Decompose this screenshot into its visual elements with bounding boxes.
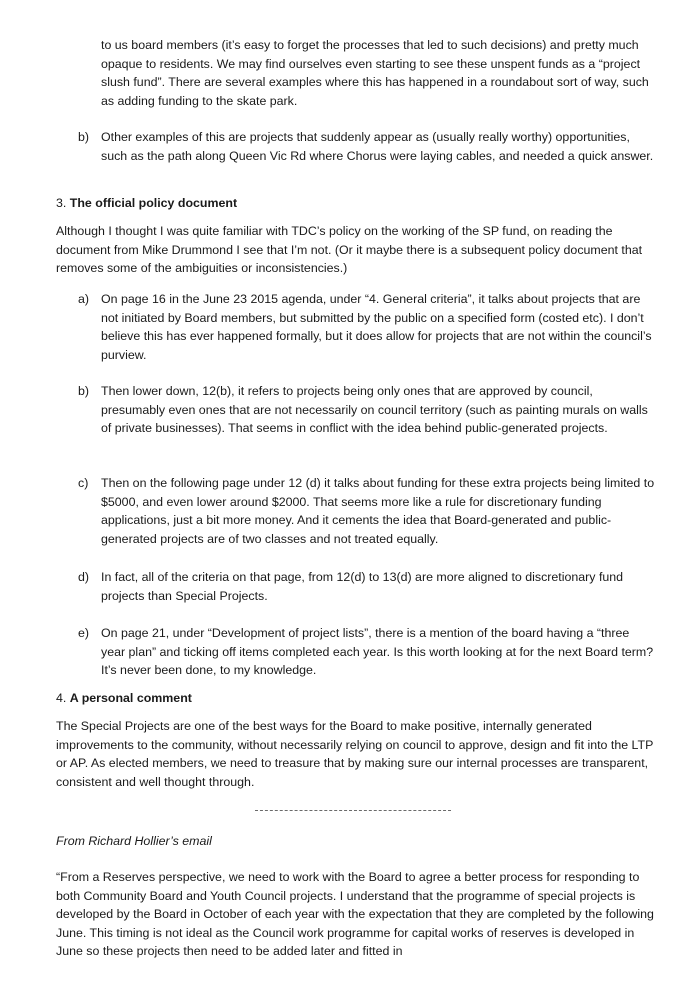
list-marker: b) [78,384,90,398]
email-heading: From Richard Hollier’s email [56,834,212,848]
section-title: The official policy document [69,196,238,210]
section-4-paragraph: The Special Projects are one of the best ways for the Board to make positive, internally generated improvements to the community, without necessarily relying on council to approve, design and fit into the LTP or AP. As elected members, we need to treasure that by making sure our internal processes are transparent, consistent and well thought through. [56,719,654,789]
section-title: A personal comment [69,691,192,705]
continuation-paragraph: to us board members (it’s easy to forget the processes that led to such decisions) and pretty much opaque to residents. We may find ourselves even starting to see these unspent funds as a “project slush fund”. There are several examples where this has happened in a roundabout sort of way, such as adding funding to the skate park. [101,38,649,108]
list-item-text: Other examples of this are projects that suddenly appear as (usually really worthy) opportunities, such as the path along Queen Vic Rd where Chorus were laying cables, and needed a quick answer. [101,130,654,163]
list-marker: d) [78,570,90,584]
list-marker: e) [78,626,90,640]
section-number: 4. [56,691,67,705]
list-item-text: In fact, all of the criteria on that page, from 12(d) to 13(d) are more aligned to discretionary fund projects than Special Projects. [101,570,624,603]
section-3-intro: Although I thought I was quite familiar with TDC’s policy on the working of the SP fund, on reading the document from Mike Drummond I see that I’m not. (Or it maybe there is a subsequent policy document that removes some of the ambiguities or inconsistencies.) [56,224,643,276]
list-item-text: Then lower down, 12(b), it refers to projects being only ones that are approved by council, presumably even ones that are not necessarily on council territory (such as painting murals on walls of private businesses). That seems in conflict with the idea behind public-generated projects. [101,384,648,436]
list-marker: b) [78,130,90,144]
list-item-text: On page 21, under “Development of project lists”, there is a mention of the board having a “three year plan” and ticking off items completed each year. Is this worth looking at for the next Board term? It’s never been done, to my knowledge. [101,626,654,678]
list-marker: c) [78,476,89,490]
email-quote: “From a Reserves perspective, we need to work with the Board to agree a better process for responding to both Community Board and Youth Council projects. I understand that the programme of special projects is developed by the Board in October of each year with the expectation that they are completed by the following June. This timing is not ideal as the Council work programme for capital works of reserves is developed in June so these projects then need to be added later and fitted in [56,870,654,959]
list-item-text: On page 16 in the June 23 2015 agenda, under “4. General criteria”, it talks about projects that are not initiated by Board members, but submitted by the public on a specified form (costed etc). I don’t believe this has ever happened formally, but it does allow for projects that are not within the council’s purview. [101,292,652,362]
section-number: 3. [56,196,67,210]
section-4-heading [56,689,656,708]
section-3-heading [56,194,656,213]
separator-line [255,810,451,811]
list-marker: a) [78,292,90,306]
list-item-text: Then on the following page under 12 (d) it talks about funding for these extra projects being limited to $5000, and even lower around $2000. That seems more like a rule for discretionary funding applications, just a bit more money. And it cements the idea that Board-generated and public-generated projects are of two classes and not treated equally. [101,476,655,546]
